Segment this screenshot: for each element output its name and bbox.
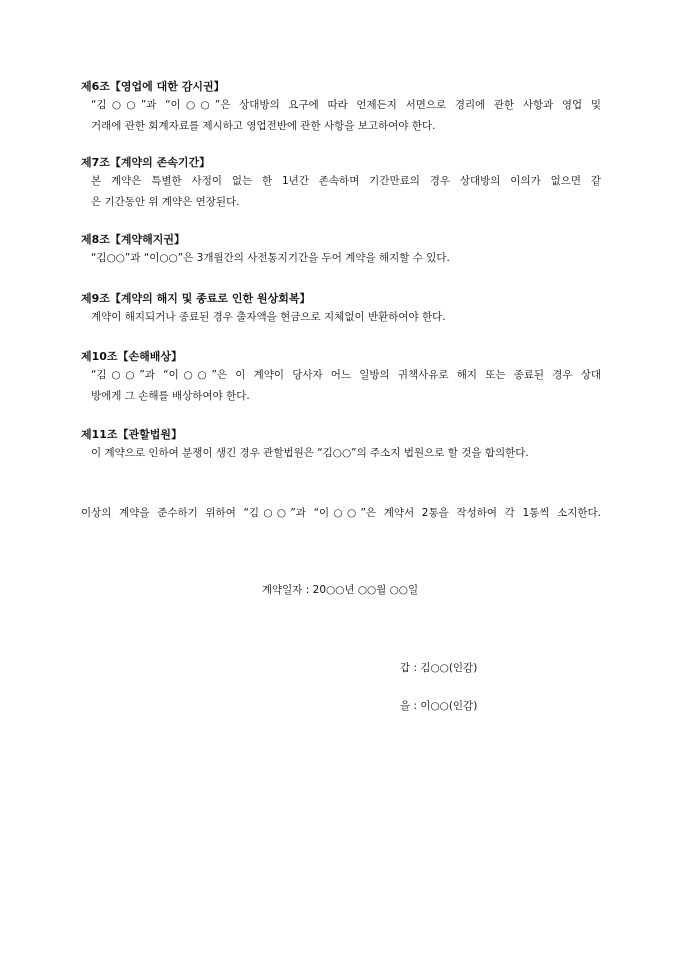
article-6-line-1: “김○○”과 “이○○”은 상대방의 요구에 따라 언제든지 서면으로 경리에 관한 사항과 영업 및 (91, 99, 601, 111)
article-7-line-2: 은 기간동안 위 계약은 연장된다. (91, 196, 240, 208)
article-7-line-1: 본 계약은 특별한 사정이 없는 한 1년간 존속하며 기간만료의 경우 상대방의 이의가 없으면 같 (91, 175, 601, 187)
closing-statement: 이상의 계약을 준수하기 위하여 “김○○”과 “이○○”은 계약서 2통을 작성하여 각 1통씩 소지한다. (81, 507, 601, 519)
article-8-line-1: “김○○”과 “이○○”은 3개월간의 사전통지기간을 두어 계약을 해지할 수 있다. (91, 252, 450, 264)
article-7-title: 제7조【계약의 존속기간】 (81, 156, 211, 169)
article-8-body (81, 248, 601, 269)
article-6-body (81, 95, 601, 137)
article-11-body (81, 443, 601, 464)
party-a-signature: 갑 : 김○○(인감) (400, 662, 478, 674)
article-10-line-1: “김○○”과 “이○○”은 이 계약이 당사자 어느 일방의 귀책사유로 해지 또는 종료된 경우 상대 (91, 369, 601, 381)
article-10-title: 제10조【손해배상】 (81, 350, 183, 363)
article-7 (81, 156, 601, 213)
article-10-line-2: 방에게 그 손해를 배상하여야 한다. (91, 390, 250, 402)
article-7-body (81, 171, 601, 213)
article-11 (81, 428, 601, 464)
article-9-body (81, 307, 601, 328)
article-10 (81, 350, 601, 407)
article-9-line-1: 계약이 해지되거나 종료된 경우 출자액을 현금으로 지체없이 반환하여야 한다. (91, 311, 446, 323)
contract-date: 계약일자 : 20○○년 ○○월 ○○일 (261, 584, 419, 596)
article-6 (81, 80, 601, 137)
article-6-line-2: 거래에 관한 회계자료를 제시하고 영업전반에 관한 사항을 보고하여야 한다. (91, 120, 436, 132)
article-9 (81, 292, 601, 328)
article-8 (81, 233, 601, 269)
article-8-title: 제8조【계약해지권】 (81, 233, 186, 246)
party-b-signature: 을 : 이○○(인감) (400, 700, 478, 712)
article-11-title: 제11조【관할법원】 (81, 428, 183, 441)
article-9-title: 제9조【계약의 해지 및 종료로 인한 원상회복】 (81, 292, 311, 305)
article-6-title: 제6조【영업에 대한 감시권】 (81, 80, 225, 93)
article-11-line-1: 이 계약으로 인하여 분쟁이 생긴 경우 관할법원은 “김○○”의 주소지 법원으로 할 것을 합의한다. (91, 447, 529, 459)
article-10-body (81, 365, 601, 407)
